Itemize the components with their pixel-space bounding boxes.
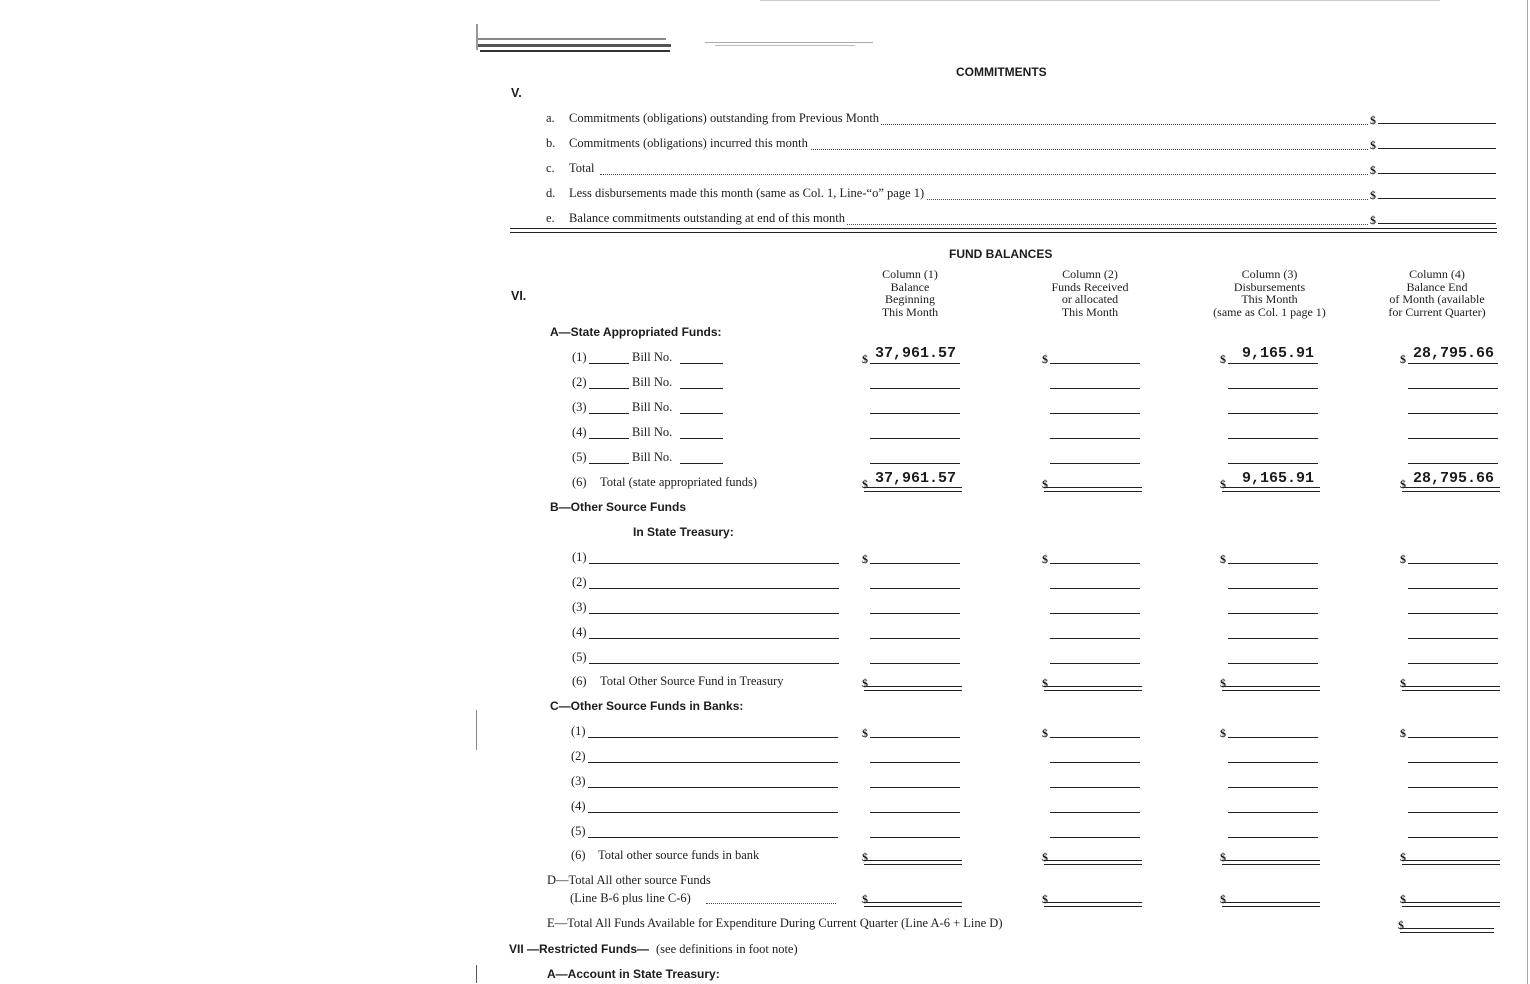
bill-no-label: Bill No. [632, 400, 673, 414]
column-1-amount-field[interactable] [870, 663, 960, 664]
column-2-header-line1: Column (2) [1062, 267, 1118, 281]
commitment-row-letter: b. [546, 136, 556, 150]
bank-fund-name-field[interactable] [588, 812, 838, 813]
column-1-value: 37,961.57 [874, 470, 956, 487]
column-3-amount-field[interactable] [1228, 463, 1318, 464]
column-1-amount-field[interactable] [870, 812, 960, 813]
treasury-fund-total-label: Total Other Source Fund in Treasury [600, 674, 784, 688]
column-1-header-line3: Beginning [885, 292, 935, 306]
state-fund-row-number: (4) [572, 425, 587, 439]
bill-no-field[interactable] [680, 413, 723, 414]
column-1-amount-field[interactable] [870, 638, 960, 639]
state-fund-row-number: (1) [572, 350, 587, 364]
column-2-header [1020, 268, 1160, 318]
column-1-currency: $ [862, 352, 868, 366]
commitment-row-leader [600, 174, 1368, 175]
column-2-header-line2: Funds Received [1051, 279, 1129, 294]
treasury-fund-total-number: (6) [572, 674, 587, 688]
column-1-total-field[interactable] [864, 487, 962, 492]
column-4-amount-field[interactable] [1408, 613, 1498, 614]
commitment-row-label: Total [569, 161, 595, 175]
column-4-currency: $ [1400, 352, 1406, 366]
column-1-header-line4: This Month [881, 304, 939, 319]
column-3-amount-field[interactable] [1228, 663, 1318, 664]
column-1-currency: $ [862, 726, 868, 740]
bank-fund-row-number: (2) [571, 749, 586, 763]
column-3-header-line2: Disbursements [1233, 279, 1306, 294]
column-2-amount-field[interactable] [1050, 613, 1140, 614]
commitment-row-label: Less disbursements made this month (same as Col. 1, Line-“o” page 1) [569, 186, 925, 200]
column-2-amount-field[interactable] [1050, 638, 1140, 639]
scan-artifact-left-mark-2 [476, 965, 477, 983]
column-3-header-line4: (same as Col. 1 page 1) [1213, 304, 1326, 319]
column-1-currency: $ [862, 477, 868, 491]
scan-artifact-left-mark [476, 710, 477, 750]
commitments-title: COMMITMENTS [956, 65, 1047, 79]
state-fund-row-number: (2) [572, 375, 587, 389]
column-1-amount-field[interactable] [870, 438, 960, 439]
column-3-currency: $ [1220, 676, 1226, 690]
state-fund-row-name-field[interactable] [589, 438, 629, 439]
column-1-amount-field[interactable] [870, 737, 960, 738]
column-4-amount-field[interactable] [1408, 413, 1498, 414]
column-3-amount-field[interactable] [1228, 413, 1318, 414]
commitment-row-currency: $ [1370, 163, 1376, 177]
bill-no-label: Bill No. [632, 450, 673, 464]
column-4-currency: $ [1400, 477, 1406, 491]
other-source-funds-banks-heading: C—Other Source Funds in Banks: [550, 699, 744, 713]
column-3-amount-field[interactable] [1228, 363, 1318, 364]
column-1-total-field[interactable] [864, 902, 962, 907]
column-4-total-field[interactable] [1402, 487, 1500, 492]
scan-artifact-top-3 [760, 0, 1460, 3]
column-4-amount-field[interactable] [1408, 638, 1498, 639]
line-d-label-2: (Line B-6 plus line C-6) [570, 891, 691, 905]
column-4-header-line4: for Current Quarter) [1388, 304, 1486, 319]
line-e-label: E—Total All Funds Available for Expenditure During Current Quarter (Line A-6 + Line D) [547, 916, 1003, 930]
commitment-amount-field[interactable] [1378, 223, 1496, 224]
column-4-total-field[interactable] [1402, 686, 1500, 691]
column-2-total-field[interactable] [1044, 860, 1142, 865]
bill-no-field[interactable] [680, 388, 723, 389]
commitment-row-letter: c. [546, 161, 555, 175]
column-1-amount-field[interactable] [870, 613, 960, 614]
column-4-amount-field[interactable] [1408, 588, 1498, 589]
treasury-fund-row-number: (1) [572, 550, 587, 564]
state-fund-total-number: (6) [572, 475, 587, 489]
column-4-amount-field[interactable] [1408, 363, 1498, 364]
bank-fund-row-number: (5) [571, 824, 586, 838]
bank-fund-row-number: (4) [571, 799, 586, 813]
treasury-fund-name-field[interactable] [589, 613, 839, 614]
column-2-amount-field[interactable] [1050, 463, 1140, 464]
column-4-amount-field[interactable] [1408, 737, 1498, 738]
column-1-amount-field[interactable] [870, 563, 960, 564]
column-3-value: 9,165.91 [1241, 345, 1314, 362]
column-4-amount-field[interactable] [1408, 787, 1498, 788]
bank-fund-row-number: (3) [571, 774, 586, 788]
state-appropriated-funds-heading: A—State Appropriated Funds: [550, 325, 722, 339]
state-fund-row-number: (5) [572, 450, 587, 464]
column-3-amount-field[interactable] [1228, 613, 1318, 614]
commitment-amount-field[interactable] [1378, 173, 1496, 174]
column-1-header [845, 268, 975, 318]
line-d-leader [706, 903, 836, 904]
column-1-value: 37,961.57 [874, 345, 956, 362]
column-2-amount-field[interactable] [1050, 812, 1140, 813]
column-2-amount-field[interactable] [1050, 737, 1140, 738]
treasury-fund-row-number: (2) [572, 575, 587, 589]
column-1-amount-field[interactable] [870, 837, 960, 838]
bank-fund-row-number: (1) [571, 724, 586, 738]
column-3-amount-field[interactable] [1228, 837, 1318, 838]
column-4-value: 28,795.66 [1412, 470, 1494, 487]
column-3-currency: $ [1220, 850, 1226, 864]
column-1-amount-field[interactable] [870, 388, 960, 389]
bill-no-field[interactable] [680, 363, 723, 364]
in-state-treasury-subheading: In State Treasury: [633, 525, 734, 539]
state-fund-row-number: (3) [572, 400, 587, 414]
treasury-fund-name-field[interactable] [589, 588, 839, 589]
commitment-row-label: Commitments (obligations) incurred this month [569, 136, 808, 150]
column-3-header [1192, 268, 1347, 318]
column-3-currency: $ [1220, 352, 1226, 366]
commitment-row-currency: $ [1370, 213, 1376, 227]
column-4-amount-field[interactable] [1408, 663, 1498, 664]
column-2-amount-field[interactable] [1050, 413, 1140, 414]
column-2-currency: $ [1042, 552, 1048, 566]
column-2-header-line3: or allocated [1061, 292, 1119, 306]
column-1-currency: $ [862, 850, 868, 864]
column-2-amount-field[interactable] [1050, 837, 1140, 838]
commitment-amount-field[interactable] [1378, 198, 1496, 199]
column-3-amount-field[interactable] [1228, 762, 1318, 763]
bank-fund-total-label: Total other source funds in bank [598, 848, 760, 862]
commitment-row-currency: $ [1370, 113, 1376, 127]
column-2-currency: $ [1042, 850, 1048, 864]
column-3-total-field[interactable] [1222, 902, 1320, 907]
column-3-total-field[interactable] [1222, 487, 1320, 492]
column-4-amount-field[interactable] [1408, 762, 1498, 763]
column-3-currency: $ [1220, 552, 1226, 566]
column-1-header-line1: Column (1) [882, 267, 938, 281]
column-1-header-line2: Balance [890, 279, 930, 294]
bank-fund-total-number: (6) [571, 848, 586, 862]
bill-no-label: Bill No. [632, 350, 673, 364]
column-3-currency: $ [1220, 477, 1226, 491]
column-4-currency: $ [1400, 726, 1406, 740]
section-v-bottom-rule [510, 228, 1497, 233]
bank-fund-name-field[interactable] [588, 737, 838, 738]
treasury-fund-row-number: (3) [572, 600, 587, 614]
commitment-row-currency: $ [1370, 138, 1376, 152]
commitment-row-letter: a. [546, 111, 555, 125]
scan-artifact-top-2 [705, 40, 875, 48]
column-3-amount-field[interactable] [1228, 588, 1318, 589]
column-4-amount-field[interactable] [1408, 837, 1498, 838]
commitment-row-label: Balance commitments outstanding at end of this month [569, 211, 845, 225]
commitment-row-label: Commitments (obligations) outstanding from Previous Month [569, 111, 880, 125]
commitment-row-currency: $ [1370, 188, 1376, 202]
treasury-fund-row-number: (5) [572, 650, 587, 664]
bill-no-label: Bill No. [632, 375, 673, 389]
section-vi-roman: VI. [511, 289, 527, 303]
column-4-amount-field[interactable] [1408, 438, 1498, 439]
column-2-amount-field[interactable] [1050, 438, 1140, 439]
column-4-header [1368, 268, 1506, 318]
column-1-currency: $ [862, 892, 868, 906]
treasury-fund-name-field[interactable] [589, 563, 839, 564]
column-1-amount-field[interactable] [870, 762, 960, 763]
commitment-amount-field[interactable] [1378, 148, 1496, 149]
column-4-currency: $ [1400, 676, 1406, 690]
state-fund-row-name-field[interactable] [589, 363, 629, 364]
column-4-total-field[interactable] [1402, 902, 1500, 907]
column-2-amount-field[interactable] [1050, 588, 1140, 589]
column-4-header-line3: of Month (available [1389, 292, 1485, 306]
column-3-header-line3: This Month [1241, 292, 1298, 306]
column-2-header-line4: This Month [1061, 304, 1119, 319]
column-3-amount-field[interactable] [1228, 438, 1318, 439]
column-1-amount-field[interactable] [870, 413, 960, 414]
state-fund-row-name-field[interactable] [589, 413, 629, 414]
scan-artifact-top [476, 24, 671, 52]
column-2-currency: $ [1042, 892, 1048, 906]
column-3-currency: $ [1220, 726, 1226, 740]
column-2-amount-field[interactable] [1050, 762, 1140, 763]
column-2-amount-field[interactable] [1050, 363, 1140, 364]
column-2-amount-field[interactable] [1050, 787, 1140, 788]
column-2-currency: $ [1042, 676, 1048, 690]
column-4-currency: $ [1400, 552, 1406, 566]
column-3-amount-field[interactable] [1228, 563, 1318, 564]
commitment-row-letter: e. [546, 211, 555, 225]
treasury-fund-name-field[interactable] [589, 638, 839, 639]
bank-fund-name-field[interactable] [588, 762, 838, 763]
column-4-amount-field[interactable] [1408, 563, 1498, 564]
bank-fund-name-field[interactable] [588, 837, 838, 838]
scan-artifact-right-edge [1527, 0, 1528, 984]
column-2-amount-field[interactable] [1050, 563, 1140, 564]
bill-no-field[interactable] [680, 463, 723, 464]
column-4-header-line1: Column (4) [1409, 267, 1465, 281]
column-4-currency: $ [1400, 850, 1406, 864]
fund-balances-title: FUND BALANCES [949, 247, 1053, 261]
column-4-amount-field[interactable] [1408, 463, 1498, 464]
restricted-funds-heading: VII —Restricted Funds— [509, 942, 650, 956]
line-d-label-1: D—Total All other source Funds [547, 873, 711, 887]
other-source-funds-heading: B—Other Source Funds [550, 500, 687, 514]
restricted-funds-note: (see definitions in foot note) [656, 942, 798, 956]
commitment-amount-field[interactable] [1378, 123, 1496, 124]
column-2-amount-field[interactable] [1050, 663, 1140, 664]
treasury-fund-name-field[interactable] [589, 663, 839, 664]
line-e-currency: $ [1398, 918, 1404, 932]
column-3-header-line1: Column (3) [1241, 267, 1298, 281]
bill-no-label: Bill No. [632, 425, 673, 439]
column-1-currency: $ [862, 552, 868, 566]
column-3-amount-field[interactable] [1228, 388, 1318, 389]
column-3-amount-field[interactable] [1228, 638, 1318, 639]
section-v-roman: V. [511, 86, 522, 100]
state-fund-row-name-field[interactable] [589, 388, 629, 389]
column-3-total-field[interactable] [1222, 686, 1320, 691]
column-1-currency: $ [862, 676, 868, 690]
column-4-amount-field[interactable] [1408, 388, 1498, 389]
column-4-header-line2: Balance End [1406, 279, 1468, 294]
column-2-amount-field[interactable] [1050, 388, 1140, 389]
column-1-amount-field[interactable] [870, 588, 960, 589]
column-3-total-field[interactable] [1222, 860, 1320, 865]
column-3-currency: $ [1220, 892, 1226, 906]
column-1-amount-field[interactable] [870, 363, 960, 364]
column-4-total-field[interactable] [1402, 860, 1500, 865]
column-4-amount-field[interactable] [1408, 812, 1498, 813]
column-2-currency: $ [1042, 352, 1048, 366]
column-2-currency: $ [1042, 477, 1048, 491]
column-3-amount-field[interactable] [1228, 787, 1318, 788]
column-2-currency: $ [1042, 726, 1048, 740]
line-e-total-field[interactable] [1400, 928, 1494, 933]
column-4-currency: $ [1400, 892, 1406, 906]
state-fund-row-name-field[interactable] [589, 463, 629, 464]
account-in-state-treasury-heading: A—Account in State Treasury: [547, 967, 720, 981]
column-2-total-field[interactable] [1044, 902, 1142, 907]
column-1-amount-field[interactable] [870, 787, 960, 788]
bill-no-field[interactable] [680, 438, 723, 439]
column-3-value: 9,165.91 [1241, 470, 1314, 487]
bank-fund-name-field[interactable] [588, 787, 838, 788]
column-1-total-field[interactable] [864, 860, 962, 865]
column-1-amount-field[interactable] [870, 463, 960, 464]
state-fund-total-label: Total (state appropriated funds) [600, 475, 758, 489]
treasury-fund-row-number: (4) [572, 625, 587, 639]
column-2-total-field[interactable] [1044, 686, 1142, 691]
column-2-total-field[interactable] [1044, 487, 1142, 492]
column-1-total-field[interactable] [864, 686, 962, 691]
column-4-value: 28,795.66 [1412, 345, 1494, 362]
commitment-row-letter: d. [546, 186, 556, 200]
column-3-amount-field[interactable] [1228, 737, 1318, 738]
column-3-amount-field[interactable] [1228, 812, 1318, 813]
